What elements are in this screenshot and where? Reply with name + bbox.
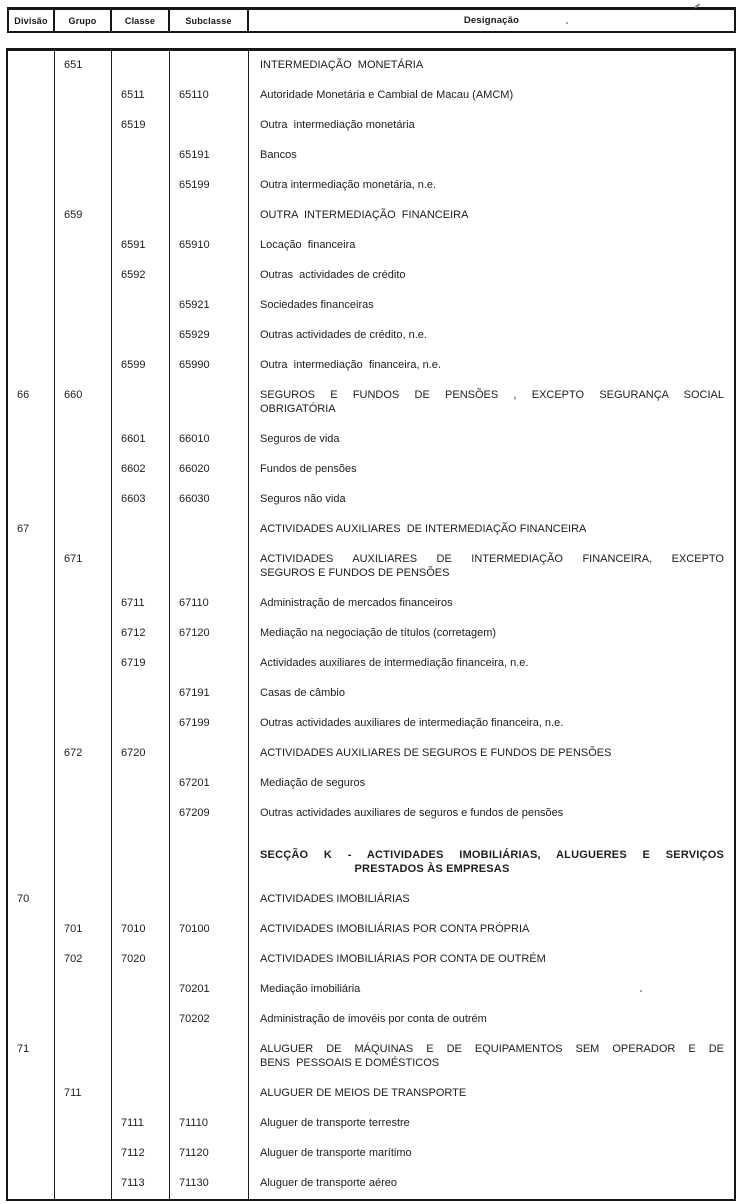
designacao-line: SEGUROS E FUNDOS DE PENSÕES , EXCEPTO SEGURANÇA SOCIAL — [260, 389, 724, 401]
cell-grupo — [55, 321, 112, 351]
column-header-grupo: Grupo — [55, 10, 112, 31]
cell-classe — [112, 799, 170, 829]
table-row — [8, 1079, 734, 1109]
table-row — [8, 321, 734, 351]
cell-classe — [112, 975, 170, 1005]
table-row — [8, 381, 734, 425]
cell-subclasse: 71110 — [170, 1109, 249, 1139]
designacao-line: Aluguer de transporte aéreo — [260, 1177, 397, 1189]
cell-divisao — [8, 111, 55, 141]
cell-divisao — [8, 945, 55, 975]
cell-designacao — [249, 1169, 734, 1199]
designacao-line: Outras actividades auxiliares de intermediação financeira, n.e. — [260, 717, 564, 729]
cell-designacao — [249, 1109, 734, 1139]
column-header-subclasse: Subclasse — [170, 10, 249, 31]
cell-designacao — [249, 141, 734, 171]
cell-classe — [112, 201, 170, 231]
table-row — [8, 1139, 734, 1169]
table-row — [8, 171, 734, 201]
cell-subclasse: 67209 — [170, 799, 249, 829]
cell-grupo: 671 — [55, 545, 112, 589]
cell-designacao — [249, 291, 734, 321]
cell-divisao — [8, 1109, 55, 1139]
table-row — [8, 1169, 734, 1199]
cell-divisao: 70 — [8, 885, 55, 915]
cell-grupo: 659 — [55, 201, 112, 231]
cell-subclasse: 65929 — [170, 321, 249, 351]
cell-designacao — [249, 261, 734, 291]
designacao-line: OUTRA INTERMEDIAÇÃO FINANCEIRA — [260, 209, 469, 221]
cell-grupo — [55, 649, 112, 679]
designacao-line: Bancos — [260, 149, 297, 161]
cell-designacao — [249, 975, 734, 1005]
designacao-line: Mediação imobiliária — [260, 983, 361, 995]
cell-designacao — [249, 1035, 734, 1079]
cell-classe — [112, 321, 170, 351]
table-row — [8, 81, 734, 111]
cell-divisao — [8, 1169, 55, 1199]
cell-subclasse: 65990 — [170, 351, 249, 381]
cell-divisao — [8, 709, 55, 739]
cell-divisao — [8, 975, 55, 1005]
cell-subclasse — [170, 51, 249, 81]
cell-subclasse: 67110 — [170, 589, 249, 619]
designacao-line: Actividades auxiliares de intermediação financeira, n.e. — [260, 657, 529, 669]
cell-subclasse — [170, 261, 249, 291]
cell-designacao — [249, 351, 734, 381]
cell-classe: 6719 — [112, 649, 170, 679]
table-row — [8, 1109, 734, 1139]
cell-designacao — [249, 171, 734, 201]
cell-classe — [112, 381, 170, 425]
cell-classe: 7113 — [112, 1169, 170, 1199]
designacao-line: Outra intermediação monetária — [260, 119, 415, 131]
cell-subclasse: 66030 — [170, 485, 249, 515]
cell-classe — [112, 291, 170, 321]
cell-designacao — [249, 619, 734, 649]
cell-divisao — [8, 141, 55, 171]
cell-grupo — [55, 769, 112, 799]
cell-classe: 6519 — [112, 111, 170, 141]
cell-classe — [112, 885, 170, 915]
cell-divisao — [8, 231, 55, 261]
cell-subclasse — [170, 201, 249, 231]
cell-divisao — [8, 545, 55, 589]
designacao-line: ACTIVIDADES AUXILIARES DE INTERMEDIAÇÃO FINANCEIRA, EXCEPTO — [260, 553, 724, 565]
cell-classe: 7111 — [112, 1109, 170, 1139]
designacao-line: Administração de imovéis por conta de outrém — [260, 1013, 487, 1025]
classification-table-body — [6, 48, 736, 1201]
table-row — [8, 589, 734, 619]
cell-grupo — [55, 975, 112, 1005]
designacao-line: PRESTADOS ÀS EMPRESAS — [354, 863, 510, 875]
cell-designacao — [249, 649, 734, 679]
cell-divisao — [8, 799, 55, 829]
designacao-line: Casas de câmbio — [260, 687, 345, 699]
cell-grupo: 660 — [55, 381, 112, 425]
table-header — [7, 7, 736, 33]
cell-grupo — [55, 619, 112, 649]
cell-subclasse: 65191 — [170, 141, 249, 171]
cell-designacao — [249, 589, 734, 619]
designacao-line: ACTIVIDADES IMOBILIÁRIAS POR CONTA DE OUTRÉM — [260, 953, 546, 965]
designacao-line: ACTIVIDADES IMOBILIÁRIAS POR CONTA PRÓPRIA — [260, 923, 530, 935]
table-row — [8, 975, 734, 1005]
designacao-line: Outra intermediação monetária, n.e. — [260, 179, 437, 191]
cell-classe: 6511 — [112, 81, 170, 111]
cell-grupo: 701 — [55, 915, 112, 945]
cell-subclasse: 65910 — [170, 231, 249, 261]
cell-designacao — [249, 799, 734, 829]
cell-subclasse — [170, 545, 249, 589]
cell-subclasse — [170, 381, 249, 425]
table-row — [8, 679, 734, 709]
cell-subclasse — [170, 945, 249, 975]
cell-classe — [112, 1079, 170, 1109]
designacao-line: Locação financeira — [260, 239, 356, 251]
cell-grupo — [55, 1109, 112, 1139]
cell-grupo — [55, 141, 112, 171]
cell-divisao — [8, 291, 55, 321]
cell-divisao — [8, 261, 55, 291]
cell-designacao — [249, 769, 734, 799]
cell-classe: 7020 — [112, 945, 170, 975]
cell-designacao — [249, 679, 734, 709]
cell-subclasse: 65110 — [170, 81, 249, 111]
table-row — [8, 111, 734, 141]
cell-designacao — [249, 201, 734, 231]
cell-divisao — [8, 769, 55, 799]
cell-classe: 7112 — [112, 1139, 170, 1169]
cell-classe — [112, 709, 170, 739]
cell-grupo: 672 — [55, 739, 112, 769]
cell-classe — [112, 769, 170, 799]
column-header-divisao: Divisão — [9, 10, 55, 31]
cell-classe: 6711 — [112, 589, 170, 619]
designacao-line: INTERMEDIAÇÃO MONETÁRIA — [260, 59, 424, 71]
cell-divisao — [8, 649, 55, 679]
table-row — [8, 709, 734, 739]
cell-divisao — [8, 739, 55, 769]
table-row — [8, 945, 734, 975]
cell-classe — [112, 545, 170, 589]
cell-grupo — [55, 291, 112, 321]
cell-classe — [112, 141, 170, 171]
cell-subclasse: 67201 — [170, 769, 249, 799]
cell-classe — [112, 1035, 170, 1079]
table-row — [8, 485, 734, 515]
table-row — [8, 425, 734, 455]
table-row — [8, 141, 734, 171]
cell-grupo — [55, 231, 112, 261]
cell-subclasse: 71120 — [170, 1139, 249, 1169]
cell-classe: 6720 — [112, 739, 170, 769]
cell-designacao — [249, 1005, 734, 1035]
cell-subclasse: 66010 — [170, 425, 249, 455]
cell-grupo — [55, 1169, 112, 1199]
cell-subclasse: 66020 — [170, 455, 249, 485]
designacao-line: ALUGUER DE MÁQUINAS E DE EQUIPAMENTOS SEM OPERADOR E DE — [260, 1043, 724, 1055]
designacao-line: Seguros não vida — [260, 493, 346, 505]
cell-grupo — [55, 1035, 112, 1079]
cell-divisao — [8, 455, 55, 485]
cell-grupo: 711 — [55, 1079, 112, 1109]
cell-divisao — [8, 1139, 55, 1169]
cell-grupo — [55, 261, 112, 291]
designacao-line: Fundos de pensões — [260, 463, 357, 475]
cell-subclasse — [170, 515, 249, 545]
cell-classe: 6599 — [112, 351, 170, 381]
cell-grupo — [55, 1005, 112, 1035]
table-row — [8, 515, 734, 545]
designacao-line: Outras actividades auxiliares de seguros e fundos de pensões — [260, 807, 564, 819]
cell-designacao — [249, 425, 734, 455]
cell-subclasse: 70202 — [170, 1005, 249, 1035]
cell-divisao: 71 — [8, 1035, 55, 1079]
cell-subclasse — [170, 885, 249, 915]
cell-designacao — [249, 915, 734, 945]
cell-classe — [112, 1005, 170, 1035]
cell-divisao — [8, 51, 55, 81]
cell-subclasse: 67199 — [170, 709, 249, 739]
cell-divisao — [8, 679, 55, 709]
cell-grupo — [55, 351, 112, 381]
designacao-line: Outras actividades de crédito — [260, 269, 406, 281]
designacao-line: Sociedades financeiras — [260, 299, 374, 311]
cell-classe — [112, 679, 170, 709]
cell-classe: 6591 — [112, 231, 170, 261]
cell-divisao: 66 — [8, 381, 55, 425]
cell-classe: 6603 — [112, 485, 170, 515]
cell-designacao — [249, 1139, 734, 1169]
designacao-line: Outras actividades de crédito, n.e. — [260, 329, 427, 341]
table-row — [8, 455, 734, 485]
cell-divisao — [8, 619, 55, 649]
table-row — [8, 201, 734, 231]
table-row — [8, 799, 734, 829]
cell-divisao — [8, 589, 55, 619]
cell-grupo — [55, 515, 112, 545]
cell-subclasse: 67120 — [170, 619, 249, 649]
designacao-line: ALUGUER DE MEIOS DE TRANSPORTE — [260, 1087, 467, 1099]
cell-grupo: 651 — [55, 51, 112, 81]
designacao-line: Aluguer de transporte terrestre — [260, 1117, 410, 1129]
cell-classe — [112, 515, 170, 545]
designacao-line: SEGUROS E FUNDOS DE PENSÕES — [260, 567, 450, 579]
table-row — [8, 649, 734, 679]
cell-divisao — [8, 351, 55, 381]
designacao-line: Aluguer de transporte marítimo — [260, 1147, 412, 1159]
cell-grupo: 702 — [55, 945, 112, 975]
table-row — [8, 231, 734, 261]
cell-designacao — [249, 51, 734, 81]
cell-classe: 7010 — [112, 915, 170, 945]
cell-grupo — [55, 679, 112, 709]
cell-classe: 6712 — [112, 619, 170, 649]
column-header-designacao: Designação — [463, 15, 520, 26]
cell-designacao — [249, 381, 734, 425]
table-row — [8, 619, 734, 649]
cell-classe: 6601 — [112, 425, 170, 455]
cell-grupo — [55, 829, 112, 885]
cell-grupo — [55, 171, 112, 201]
table-row — [8, 261, 734, 291]
cell-divisao — [8, 1079, 55, 1109]
designacao-line: Autoridade Monetária e Cambial de Macau (AMCM) — [260, 89, 514, 101]
cell-divisao: 67 — [8, 515, 55, 545]
cell-subclasse — [170, 829, 249, 885]
cell-classe — [112, 171, 170, 201]
cell-designacao — [249, 829, 734, 885]
table-row — [8, 885, 734, 915]
cell-divisao — [8, 321, 55, 351]
table-row — [8, 769, 734, 799]
table-row — [8, 291, 734, 321]
cell-designacao — [249, 231, 734, 261]
cell-designacao — [249, 945, 734, 975]
designacao-line: Outra intermediação financeira, n.e. — [260, 359, 441, 371]
designacao-line: SECÇÃO K - ACTIVIDADES IMOBILIÁRIAS, ALUGUERES E SERVIÇOS — [260, 849, 724, 861]
cell-subclasse — [170, 1079, 249, 1109]
cell-grupo — [55, 885, 112, 915]
cell-classe — [112, 829, 170, 885]
scan-artifact — [566, 22, 568, 24]
cell-divisao — [8, 1005, 55, 1035]
designacao-line: Mediação na negociação de títulos (corretagem) — [260, 627, 497, 639]
cell-designacao — [249, 545, 734, 589]
designacao-line: Administração de mercados financeiros — [260, 597, 453, 609]
cell-grupo — [55, 1139, 112, 1169]
cell-subclasse: 65921 — [170, 291, 249, 321]
table-row — [8, 351, 734, 381]
cell-classe — [112, 51, 170, 81]
cell-subclasse — [170, 1035, 249, 1079]
cell-classe: 6592 — [112, 261, 170, 291]
cell-divisao — [8, 425, 55, 455]
scan-artifact — [640, 990, 642, 992]
table-row — [8, 51, 734, 81]
table-row — [8, 1035, 734, 1079]
cell-designacao — [249, 81, 734, 111]
cell-designacao — [249, 515, 734, 545]
designacao-line: Mediação de seguros — [260, 777, 366, 789]
cell-grupo — [55, 589, 112, 619]
designacao-line: ACTIVIDADES IMOBILIÁRIAS — [260, 893, 410, 905]
cell-designacao — [249, 709, 734, 739]
designacao-line: ACTIVIDADES AUXILIARES DE INTERMEDIAÇÃO FINANCEIRA — [260, 523, 587, 535]
section-heading-row — [8, 829, 734, 885]
designacao-line: ACTIVIDADES AUXILIARES DE SEGUROS E FUNDOS DE PENSÕES — [260, 747, 612, 759]
cell-designacao — [249, 739, 734, 769]
cell-designacao — [249, 885, 734, 915]
cell-designacao — [249, 1079, 734, 1109]
cell-designacao — [249, 111, 734, 141]
cell-grupo — [55, 81, 112, 111]
cell-subclasse: 67191 — [170, 679, 249, 709]
cell-grupo — [55, 709, 112, 739]
cell-subclasse: 65199 — [170, 171, 249, 201]
cell-designacao — [249, 321, 734, 351]
cell-grupo — [55, 799, 112, 829]
cell-divisao — [8, 915, 55, 945]
cell-grupo — [55, 111, 112, 141]
cell-grupo — [55, 425, 112, 455]
cell-grupo — [55, 485, 112, 515]
cell-subclasse: 71130 — [170, 1169, 249, 1199]
cell-designacao — [249, 485, 734, 515]
table-row — [8, 915, 734, 945]
table-row — [8, 1005, 734, 1035]
cell-divisao — [8, 81, 55, 111]
designacao-line: OBRIGATÓRIA — [260, 403, 336, 415]
cell-grupo — [55, 455, 112, 485]
designacao-line: BENS PESSOAIS E DOMÉSTICOS — [260, 1057, 440, 1069]
table-row — [8, 739, 734, 769]
cell-designacao — [249, 455, 734, 485]
cell-subclasse — [170, 649, 249, 679]
cell-divisao — [8, 485, 55, 515]
cell-divisao — [8, 201, 55, 231]
cell-subclasse: 70100 — [170, 915, 249, 945]
column-header-classe: Classe — [112, 10, 170, 31]
cell-divisao — [8, 171, 55, 201]
designacao-line: Seguros de vida — [260, 433, 340, 445]
cell-classe: 6602 — [112, 455, 170, 485]
table-row — [8, 545, 734, 589]
cell-subclasse: 70201 — [170, 975, 249, 1005]
cell-subclasse — [170, 111, 249, 141]
cell-subclasse — [170, 739, 249, 769]
cell-divisao — [8, 829, 55, 885]
